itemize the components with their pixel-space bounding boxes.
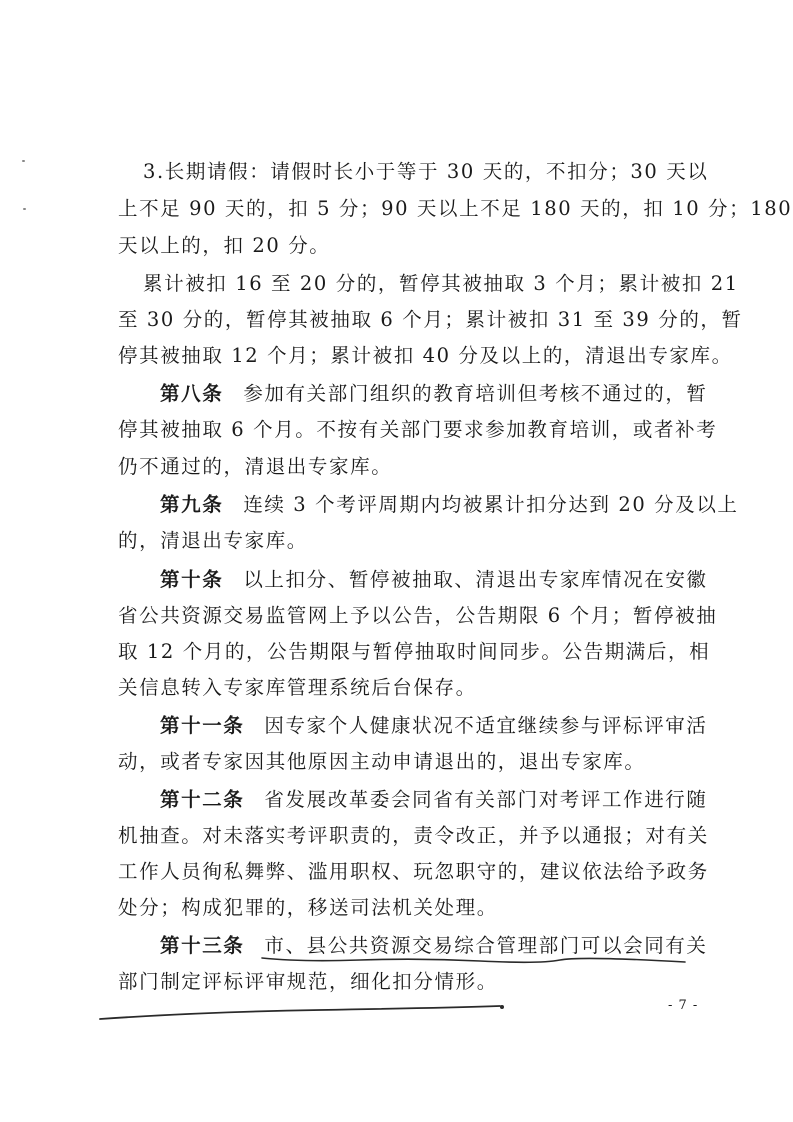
article-10-line-4: 关信息转入专家库管理系统后台保存。	[118, 676, 477, 699]
article-10-heading: 第十条	[160, 568, 224, 591]
article-13-heading: 第十三条	[160, 934, 245, 957]
article-12-line-4: 处分；构成犯罪的，移送司法机关处理。	[118, 896, 498, 919]
article-10-line-3: 取 12 个月的，公告期限与暂停抽取时间同步。公告期满后，相	[118, 640, 711, 663]
article-13-text-1: 市、县公共资源交易综合管理部门可以会同有关	[264, 934, 708, 957]
scan-speck	[22, 160, 25, 162]
article-11-heading: 第十一条	[160, 714, 245, 737]
article-8-line-2: 停其被抽取 6 个月。不按有关部门要求参加教育培训，或者补考	[118, 418, 718, 441]
article-10-text-1: 以上扣分、暂停被抽取、清退出专家库情况在安徽	[243, 568, 708, 591]
article-12-text-1: 省发展改革委会同省有关部门对考评工作进行随	[264, 788, 708, 811]
article-9-heading: 第九条	[160, 493, 224, 516]
article-9-line-2: 的，清退出专家库。	[118, 529, 308, 552]
article-9-text-1: 连续 3 个考评周期内均被累计扣分达到 20 分及以上	[243, 493, 739, 516]
article-12-line-3: 工作人员徇私舞弊、滥用职权、玩忽职守的，建议依法给予政务	[118, 860, 709, 883]
cumulative-line-3: 停其被抽取 12 个月；累计被扣 40 分及以上的，清退出专家库。	[118, 344, 733, 367]
article-12-line-2: 机抽查。对未落实考评职责的，责令改正，并予以通报；对有关	[118, 824, 709, 847]
cumulative-line-2: 至 30 分的，暂停其被抽取 6 个月；累计被扣 31 至 39 分的，暂	[118, 308, 743, 331]
item-3-line-3: 天以上的，扣 20 分。	[118, 234, 331, 257]
article-12-heading: 第十二条	[160, 788, 245, 811]
scan-speck	[23, 208, 26, 210]
item-3-line-1: 3.长期请假：请假时长小于等于 30 天的，不扣分；30 天以	[143, 160, 709, 183]
article-13-line-2: 部门制定评标评审规范，细化扣分情形。	[118, 970, 498, 993]
article-11-line-2: 动，或者专家因其他原因主动申请退出的，退出专家库。	[118, 750, 646, 773]
article-8-line-3: 仍不通过的，清退出专家库。	[118, 455, 393, 478]
page-number: - 7 -	[668, 998, 699, 1013]
article-10-line-2: 省公共资源交易监管网上予以公告，公告期限 6 个月；暂停被抽	[118, 604, 718, 627]
cumulative-line-1: 累计被扣 16 至 20 分的，暂停其被抽取 3 个月；累计被扣 21	[143, 272, 739, 295]
article-8-heading: 第八条	[160, 382, 224, 405]
item-3-line-2: 上不足 90 天的，扣 5 分；90 天以上不足 180 天的，扣 10 分；180	[118, 197, 793, 220]
article-8-text-1: 参加有关部门组织的教育培训但考核不通过的，暂	[243, 382, 708, 405]
article-11-text-1: 因专家个人健康状况不适宜继续参与评标评审活	[264, 714, 708, 737]
